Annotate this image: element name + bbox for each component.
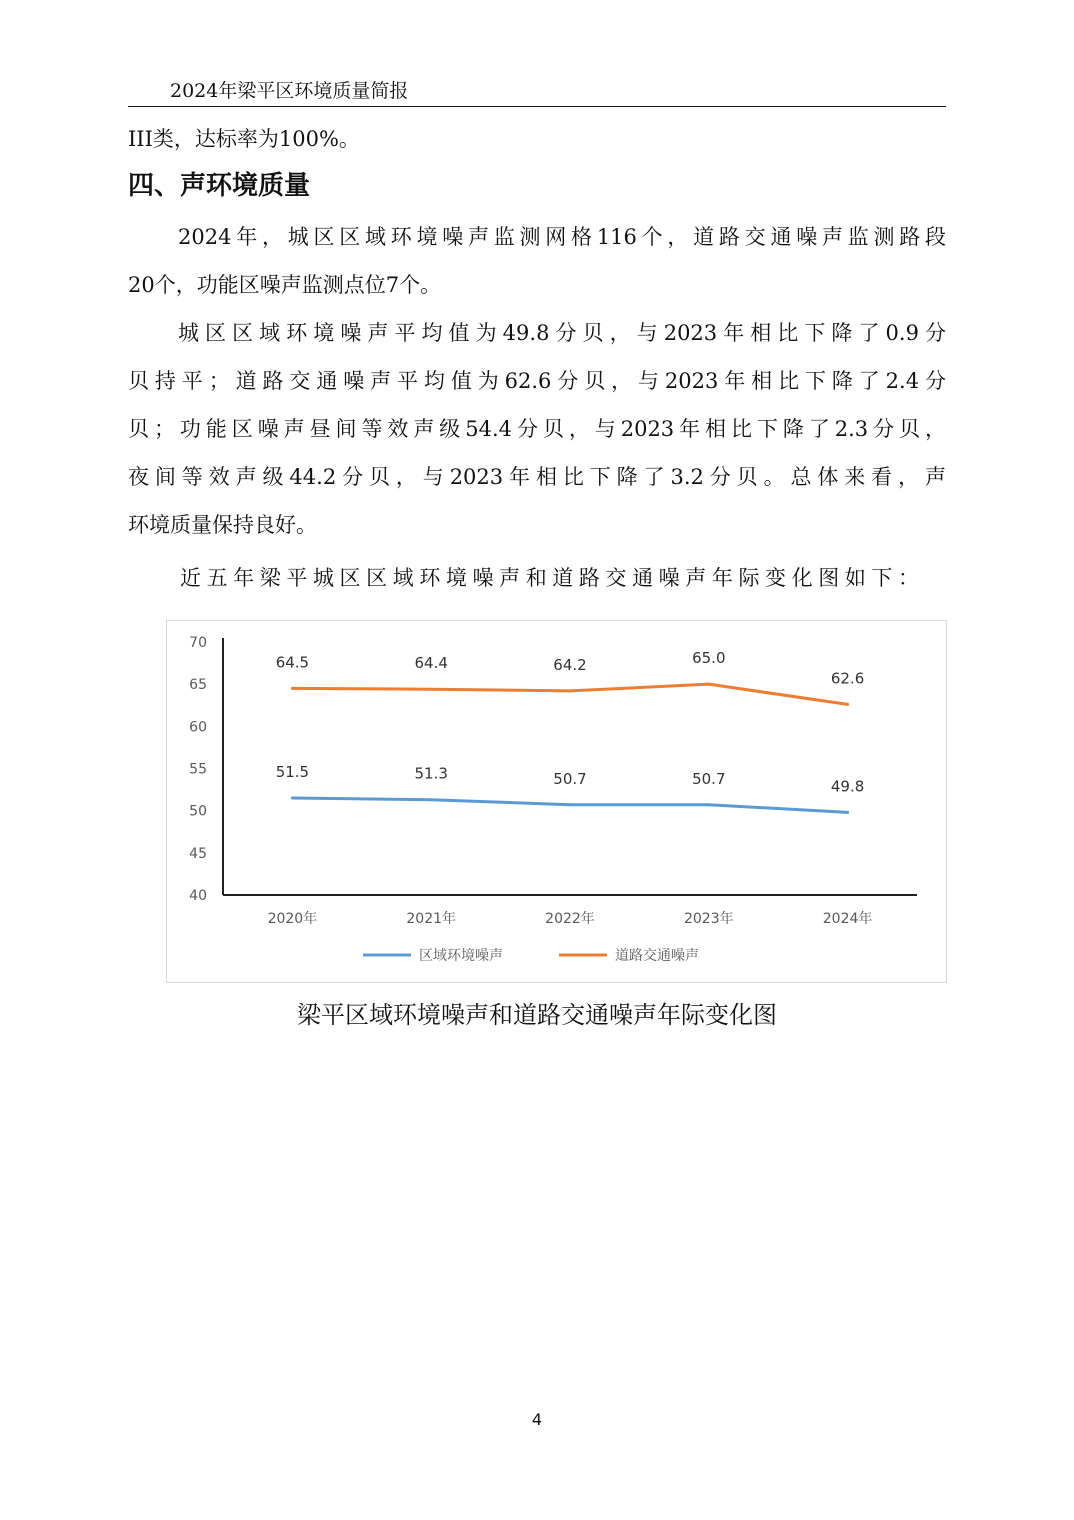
y-tick-label: 45: [189, 845, 207, 862]
series-2-point: [846, 703, 849, 706]
paragraph-2-line-4: 夜间等效声级44.2分贝，与2023年相比下降了3.2分贝。总体来看，声: [128, 465, 946, 489]
section-heading: 四、声环境质量: [128, 171, 311, 201]
data-label: 51.5: [275, 763, 310, 782]
paragraph-1-line-2: 20个，功能区噪声监测点位7个。: [128, 273, 442, 297]
legend-label-1: 区域环境噪声: [419, 948, 503, 964]
y-tick-label: 65: [189, 677, 207, 694]
series-1-point: [846, 811, 849, 814]
paragraph-1-line-1: 2024年，城区区域环境噪声监测网格116个，道路交通噪声监测路段: [178, 225, 946, 249]
chart-svg: [167, 621, 946, 982]
series-1-point: [707, 803, 710, 806]
data-label: 50.7: [553, 769, 587, 788]
paragraph-2-line-2: 贝持平；道路交通噪声平均值为62.6分贝，与2023年相比下降了2.4分: [128, 369, 946, 393]
continued-text-line: III类，达标率为100%。: [128, 127, 360, 151]
y-tick-label: 55: [189, 761, 207, 778]
series-1-point: [430, 798, 433, 801]
x-tick-label: 2020年: [267, 911, 318, 927]
series-2-point: [707, 683, 710, 686]
legend-label-2: 道路交通噪声: [615, 948, 699, 964]
x-tick-label: 2022年: [545, 911, 595, 927]
chart-intro-text: 近五年梁平城区区域环境噪声和道路交通噪声年际变化图如下：: [180, 566, 920, 590]
data-label: 64.5: [275, 653, 310, 672]
y-tick-label: 40: [189, 888, 207, 904]
x-tick-label: 2023年: [683, 911, 734, 927]
series-2-point: [569, 689, 572, 692]
data-label: 64.4: [414, 654, 448, 673]
series-line-2: [292, 684, 847, 704]
header-title: 2024年梁平区环境质量简报: [170, 80, 409, 102]
data-label: 62.6: [830, 669, 865, 688]
paragraph-2-line-3: 贝；功能区噪声昼间等效声级54.4分贝，与2023年相比下降了2.3分贝，: [128, 417, 946, 441]
page-header: [128, 78, 946, 107]
data-label: 49.8: [830, 777, 865, 796]
series-1-point: [569, 803, 572, 806]
page-number: 4: [531, 1410, 543, 1429]
paragraph-2-line-5: 环境质量保持良好。: [128, 513, 317, 537]
noise-line-chart: [166, 620, 947, 983]
data-label: 65.0: [692, 649, 726, 668]
y-tick-label: 70: [189, 635, 207, 651]
y-tick-label: 60: [189, 719, 207, 736]
series-1-point: [291, 797, 294, 800]
data-label: 50.7: [692, 769, 726, 788]
data-label: 51.3: [414, 764, 448, 783]
x-tick-label: 2021年: [406, 911, 457, 927]
series-2-point: [291, 687, 294, 690]
y-tick-label: 50: [189, 803, 207, 820]
paragraph-2-line-1: 城区区域环境噪声平均值为49.8分贝，与2023年相比下降了0.9分: [178, 321, 946, 345]
data-label: 64.2: [553, 655, 587, 674]
series-2-point: [430, 688, 433, 691]
x-tick-label: 2024年: [822, 911, 873, 927]
figure-caption: 梁平区域环境噪声和道路交通噪声年际变化图: [297, 1001, 777, 1029]
